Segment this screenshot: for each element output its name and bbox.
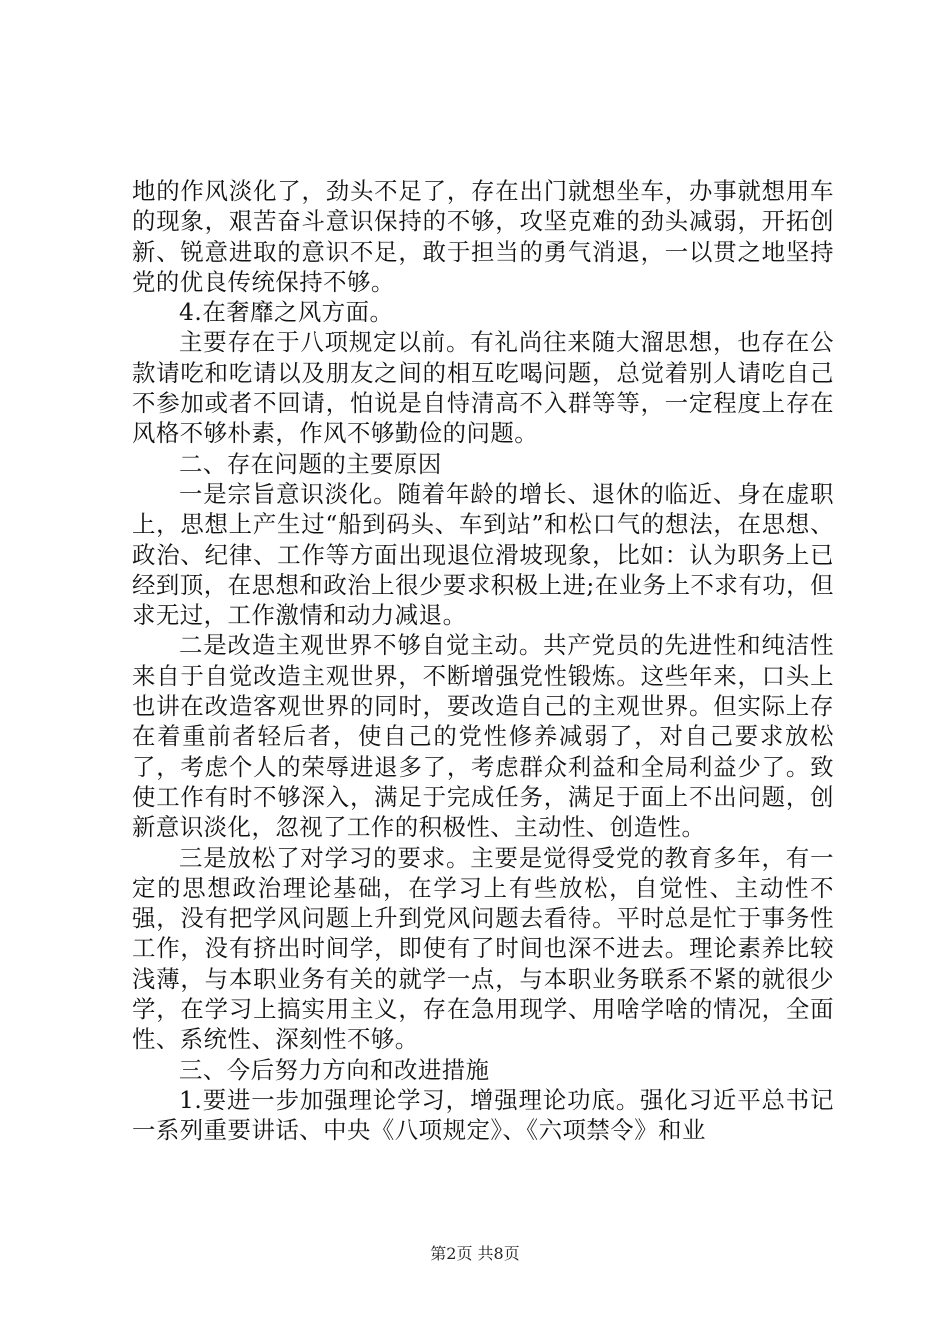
- section-heading-2: 二、存在问题的主要原因: [179, 449, 442, 478]
- paragraph-7: 三是放松了对学习的要求。主要是觉得受党的教育多年，有一定的思想政治理论基础，在学习上有些放松，自觉性、主动性不强，没有把学风问题上升到党风问题去看待。平时总是忙于事务性工作，没有挤出时间学，即使有了时间也深不进去。理论素养比较浅薄，与本职业务有关的就学一点，与本职业务联系不紧的就很少学，在学习上搞实用主义，存在急用现学、用啥学啥的情况，全面性、系统性、深刻性不够。: [132, 843, 834, 1054]
- paragraph-2: 4.在奢靡之风方面。: [179, 298, 394, 327]
- document-body: [132, 176, 834, 1146]
- section-heading-3: 三、今后努力方向和改进措施: [179, 1055, 490, 1084]
- paragraph-5: 一是宗旨意识淡化。随着年龄的增长、退休的临近、身在虚职上，思想上产生过“船到码头、车到站”和松口气的想法，在思想、政治、纪律、工作等方面出现退位滑坡现象，比如：认为职务上已经到顶，在思想和政治上很少要求积极上进;在业务上不求有功，但求无过，工作激情和动力减退。: [132, 479, 834, 630]
- paragraph-3: 主要存在于八项规定以前。有礼尚往来随大溜思想，也存在公款请吃和吃请以及朋友之间的相互吃喝问题，总觉着别人请吃自己不参加或者不回请，怕说是自恃清高不入群等等，一定程度上存在风格不够朴素，作风不够勤俭的问题。: [132, 328, 834, 448]
- page-number-footer: 第2页 共8页: [430, 1244, 520, 1263]
- paragraph-9: 1.要进一步加强理论学习，增强理论功底。强化习近平总书记一系列重要讲话、中央《八项规定》、《六项禁令》和业: [132, 1085, 834, 1145]
- paragraph-1: 地的作风淡化了，劲头不足了，存在出门就想坐车，办事就想用车的现象，艰苦奋斗意识保持的不够，攻坚克难的劲头减弱，开拓创新、锐意进取的意识不足，敢于担当的勇气消退，一以贯之地坚持党的优良传统保持不够。: [132, 177, 834, 296]
- paragraph-6: 二是改造主观世界不够自觉主动。共产党员的先进性和纯洁性来自于自觉改造主观世界，不断增强党性锻炼。这些年来，口头上也讲在改造客观世界的同时，要改造自己的主观世界。但实际上存在着重前者轻后者，使自己的党性修养减弱了，对自己要求放松了，考虑个人的荣辱进退多了，考虑群众利益和全局利益少了。致使工作有时不够深入，满足于完成任务，满足于面上不出问题，创新意识淡化，忽视了工作的积极性、主动性、创造性。: [132, 631, 834, 842]
